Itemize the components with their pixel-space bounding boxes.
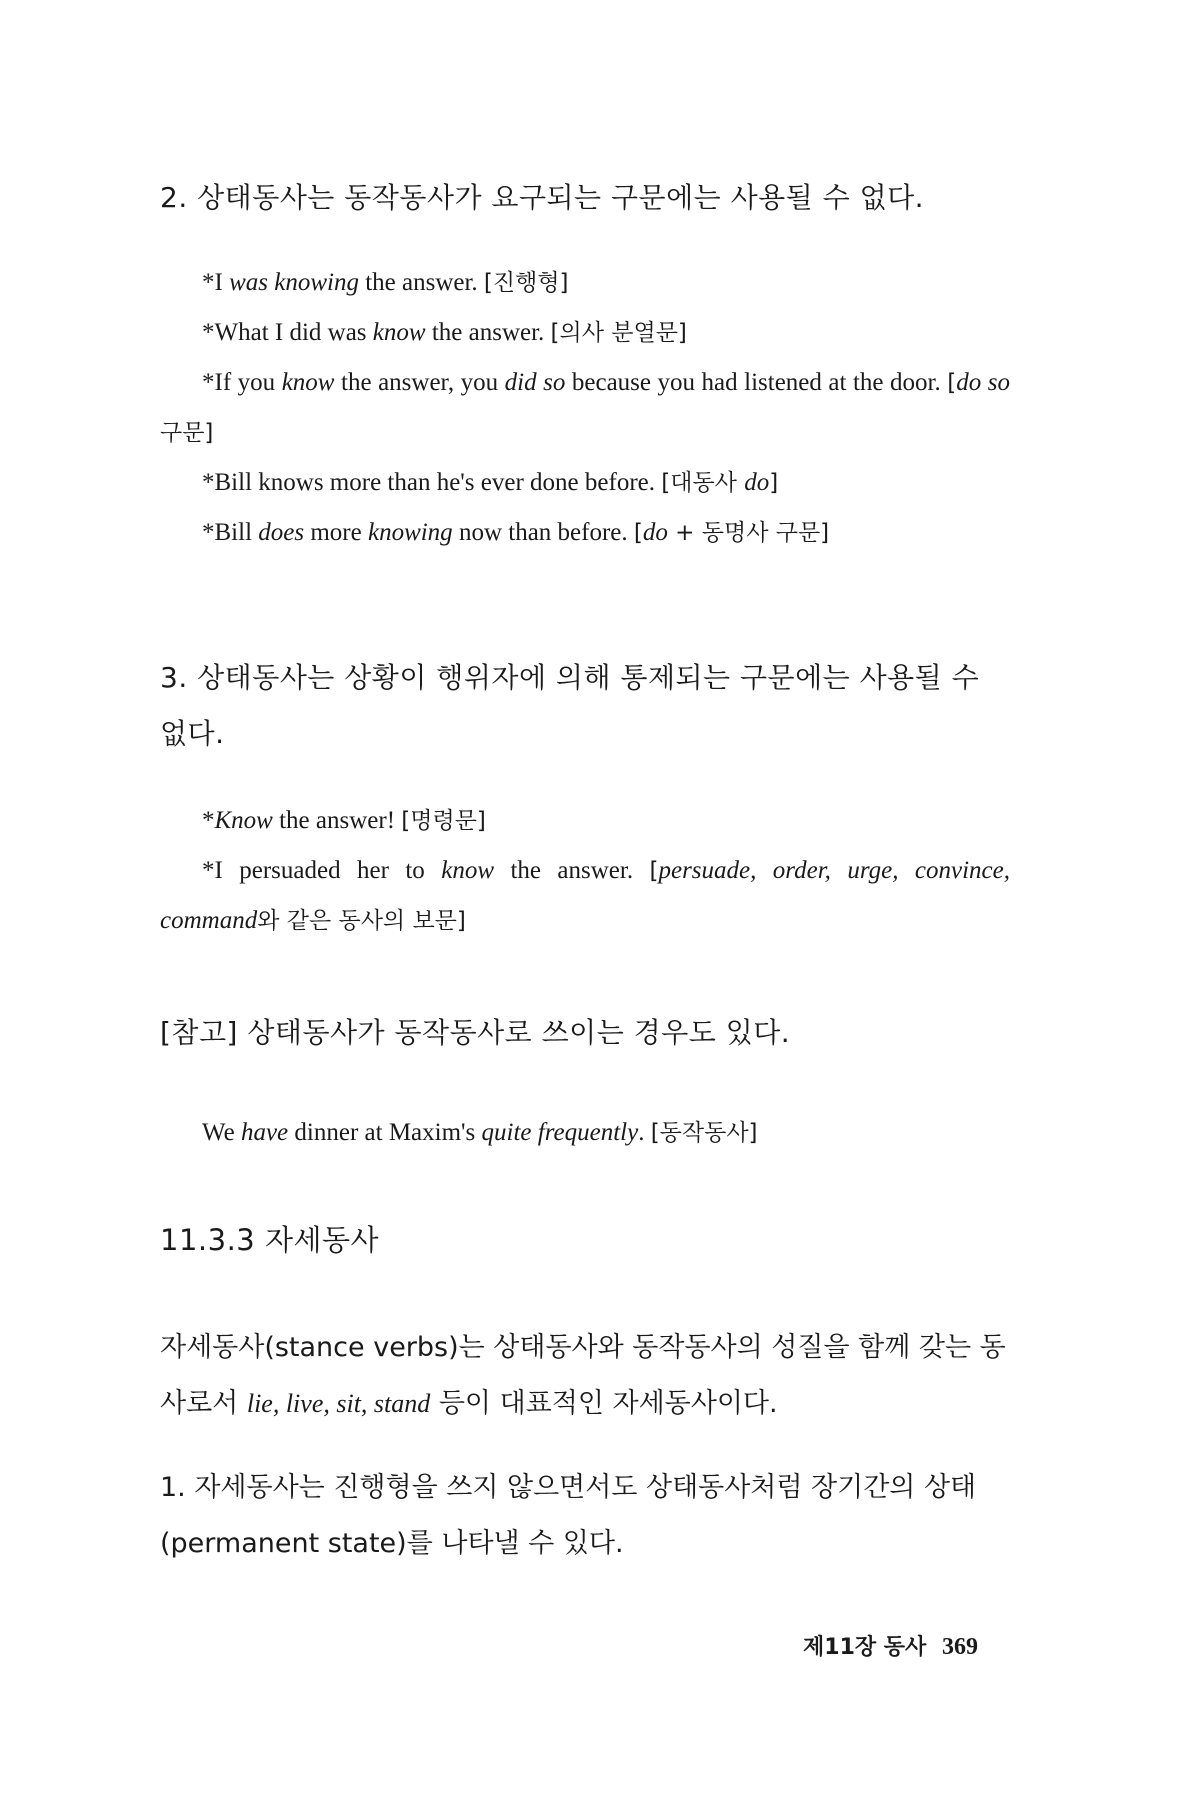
example-italic: know	[281, 369, 335, 396]
example-text: *What I did was	[202, 319, 373, 346]
example-line	[160, 1108, 1010, 1158]
example-tag: + 동명사 구문]	[667, 520, 830, 546]
example-text: dinner at Maxim's	[288, 1119, 482, 1146]
note-heading: [참고] 상태동사가 동작동사로 쓰이는 경우도 있다.	[160, 1016, 791, 1049]
example-tag: [	[947, 370, 957, 396]
example-line	[160, 358, 1010, 458]
example-italic: was knowing	[229, 269, 359, 296]
section-3-examples	[160, 796, 1010, 946]
example-line	[160, 796, 1010, 846]
example-tag-italic: persuade, order, urge, convince, command	[160, 857, 1010, 934]
example-italic: does	[258, 519, 305, 546]
section-2-examples	[160, 258, 1010, 558]
example-tag: [	[633, 520, 643, 546]
example-italic: knowing	[367, 519, 453, 546]
example-text: the answer.	[494, 857, 650, 884]
chapter-label: 제11장 동사	[803, 1635, 927, 1660]
example-text: We	[202, 1119, 241, 1146]
example-text: *	[202, 807, 215, 834]
subsection-heading: 11.3.3 자세동사	[160, 1223, 380, 1257]
example-italic: quite frequently	[481, 1119, 639, 1146]
example-text: .	[638, 1119, 651, 1146]
example-tag: [대동사	[661, 470, 745, 496]
example-line	[160, 308, 1010, 358]
example-line	[160, 508, 1010, 558]
example-text: the answer.	[425, 319, 551, 346]
example-text: now than before.	[452, 519, 634, 546]
paragraph-italic: lie, live, sit, stand	[246, 1389, 431, 1418]
example-text: *Bill knows more than he's ever done before.	[202, 469, 662, 496]
stance-verbs-paragraph	[160, 1320, 1010, 1432]
example-tag-italic: do	[744, 469, 770, 496]
section-3-heading: 3. 상태동사는 상황이 행위자에 의해 통제되는 구문에는 사용될 수 없다.	[160, 661, 980, 750]
example-tag: [진행형]	[483, 270, 569, 296]
example-text: more	[304, 519, 368, 546]
page-footer	[803, 1630, 978, 1661]
example-italic: have	[240, 1119, 289, 1146]
example-line	[160, 258, 1010, 308]
example-tag: 구문]	[160, 420, 214, 446]
example-text: the answer, you	[334, 369, 505, 396]
example-tag: [의사 분열문]	[550, 320, 687, 346]
example-line	[160, 846, 1010, 946]
example-text: because you had listened at the door.	[565, 369, 948, 396]
section-2-heading: 2. 상태동사는 동작동사가 요구되는 구문에는 사용될 수 없다.	[160, 181, 925, 214]
example-text: *Bill	[202, 519, 259, 546]
example-italic: know	[441, 857, 495, 884]
paragraph-text: 등이 대표적인 자세동사이다.	[430, 1388, 778, 1419]
example-italic: know	[372, 319, 426, 346]
example-italic: Know	[214, 807, 273, 834]
example-tag: [동작동사]	[650, 1120, 758, 1146]
example-text: the answer!	[272, 807, 402, 834]
example-tag-italic: do so	[956, 369, 1010, 396]
paragraph-text: 자세동사(stance verbs)는 상태동사와 동작동사의 성질을 함께 갖는 동사로서	[160, 1332, 1006, 1419]
example-tag: [명령문]	[401, 808, 486, 834]
example-tag: 와 같은 동사의 보문]	[257, 908, 466, 934]
example-text: the answer.	[358, 269, 484, 296]
example-tag: ]	[769, 470, 779, 496]
example-text: *If you	[202, 369, 282, 396]
example-line	[160, 458, 1010, 508]
example-text: *I persuaded her to	[202, 857, 442, 884]
section-1-heading: 1. 자세동사는 진행형을 쓰지 않으면서도 상태동사처럼 장기간의 상태(permanent state)를 나타낼 수 있다.	[160, 1472, 977, 1559]
example-italic: did so	[504, 369, 566, 396]
example-tag-italic: do	[642, 519, 668, 546]
example-text: *I	[202, 269, 230, 296]
note-example-block	[160, 1108, 1010, 1158]
example-tag: [	[649, 858, 659, 884]
page-number: 369	[942, 1634, 978, 1660]
